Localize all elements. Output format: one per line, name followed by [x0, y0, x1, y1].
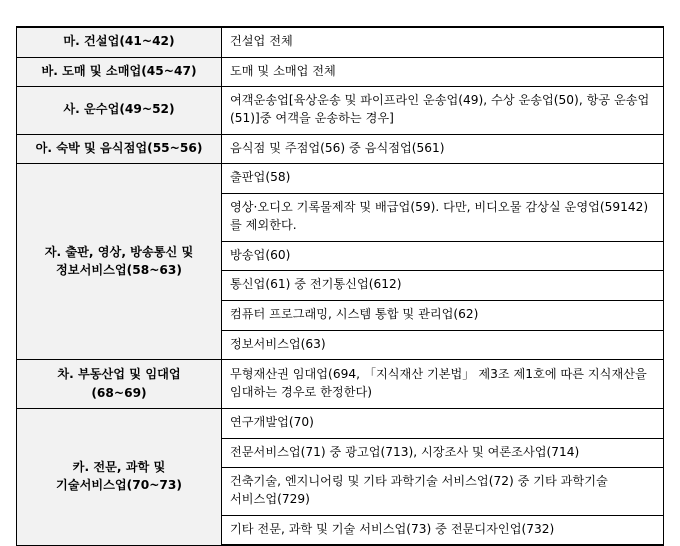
category-cell [17, 134, 222, 164]
description-cell: 컴퓨터 프로그래밍, 시스템 통합 및 관리업(62) [222, 300, 664, 330]
table-body [17, 27, 664, 545]
category-label-line2: 기술서비스업(70~73) [56, 478, 182, 493]
description-cell: 연구개발업(70) [222, 408, 664, 438]
description-cell: 통신업(61) 중 전기통신업(612) [222, 271, 664, 301]
description-cell: 무형재산권 임대업(694, 「지식재산 기본법」 제3조 제1호에 따른 지식재산을 임대하는 경우로 한정한다) [222, 360, 664, 409]
category-label-line1: 차. 부동산업 및 임대업 [57, 367, 181, 382]
category-cell [17, 87, 222, 134]
table-row [17, 57, 664, 87]
category-label-line1: 자. 출판, 영상, 방송통신 및 [44, 245, 194, 260]
description-cell: 출판업(58) [222, 164, 664, 194]
description-cell: 음식점 및 주점업(56) 중 음식점업(561) [222, 134, 664, 164]
category-label: 마. 건설업(41~42) [63, 34, 175, 48]
description-cell: 건설업 전체 [222, 27, 664, 57]
category-cell [17, 164, 222, 360]
description-cell: 전문서비스업(71) 중 광고업(713), 시장조사 및 여론조사업(714) [222, 438, 664, 468]
description-cell: 기타 전문, 과학 및 기술 서비스업(73) 중 전문디자인업(732) [222, 515, 664, 545]
table-row [17, 164, 664, 194]
category-label: 바. 도매 및 소매업(45~47) [41, 63, 197, 78]
description-cell: 정보서비스업(63) [222, 330, 664, 360]
description-cell: 영상·오디오 기록물제작 및 배급업(59). 다만, 비디오물 감상실 운영업(59142)를 제외한다. [222, 194, 664, 241]
table-row [17, 27, 664, 57]
category-label: 사. 운수업(49~52) [63, 102, 175, 117]
industry-classification-table [16, 26, 664, 546]
category-cell [17, 27, 222, 57]
table-row [17, 87, 664, 134]
table-row [17, 134, 664, 164]
description-cell: 여객운송업[육상운송 및 파이프라인 운송업(49), 수상 운송업(50), 항공 운송업(51)]중 여객을 운송하는 경우] [222, 87, 664, 134]
table-row [17, 360, 664, 409]
category-cell [17, 408, 222, 545]
category-label-line1: 카. 전문, 과학 및 [72, 460, 166, 475]
category-label-line2: (68~69) [91, 385, 147, 400]
category-label: 아. 숙박 및 음식점업(55~56) [35, 140, 203, 155]
category-label-line2: 정보서비스업(58~63) [56, 263, 182, 278]
description-cell: 도매 및 소매업 전체 [222, 57, 664, 87]
category-cell [17, 57, 222, 87]
description-cell: 방송업(60) [222, 241, 664, 271]
table-row [17, 408, 664, 438]
category-cell [17, 360, 222, 409]
description-cell: 건축기술, 엔지니어링 및 기타 과학기술 서비스업(72) 중 기타 과학기술 서비스업(729) [222, 468, 664, 515]
